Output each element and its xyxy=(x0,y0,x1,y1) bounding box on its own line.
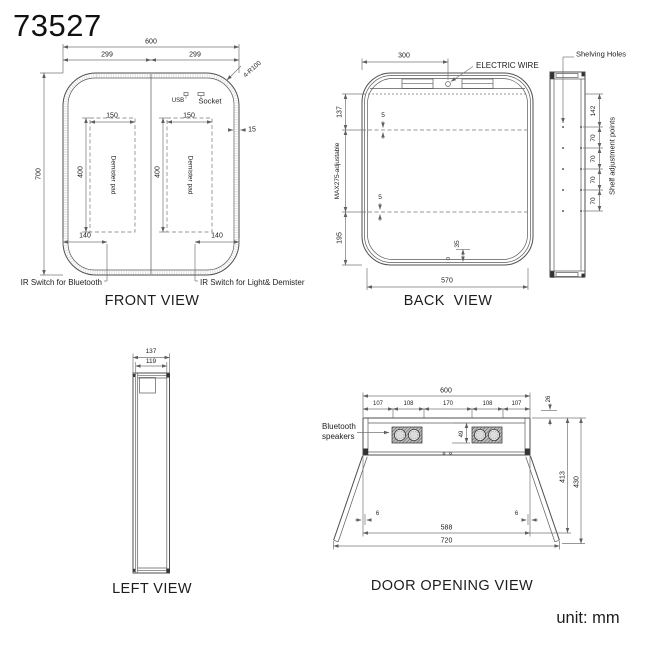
label-bluetooth-speakers: Bluetooth speakers xyxy=(322,422,356,442)
dim-switch-offset-right: 140 xyxy=(211,232,223,240)
drawing-number: 73527 xyxy=(13,8,102,43)
label-demister-pad-left: Demister pad xyxy=(109,155,117,195)
label-usb-port: USB xyxy=(171,98,185,104)
label-socket: Socket xyxy=(198,96,222,106)
label-ir-switch-light: IR Switch for Light& Demister xyxy=(200,278,305,287)
front-view-linework xyxy=(40,44,246,281)
dim-door-width-total: 600 xyxy=(440,387,452,394)
dim-door-opening-width: 588 xyxy=(440,524,453,531)
dim-shelf-spacing-3: 70 xyxy=(589,175,597,184)
dim-back-bottom-section: 195 xyxy=(336,232,344,244)
dim-wire-offset: 300 xyxy=(398,52,410,60)
dim-pad-width-left: 150 xyxy=(106,112,118,120)
dim-shelf-spacing-4: 70 xyxy=(589,196,597,205)
dim-door-gap-left: 6 xyxy=(375,511,380,517)
front-view-title: FRONT VIEW xyxy=(104,292,200,309)
note-corner-radius: 4-R100 xyxy=(242,59,263,80)
label-ir-switch-bluetooth: IR Switch for Bluetooth xyxy=(20,278,102,287)
dim-door-seg-3: 170 xyxy=(442,401,454,407)
dim-depth-outer: 137 xyxy=(145,347,157,355)
dim-speaker-drop: 49 xyxy=(458,430,465,437)
dim-front-frame-width: 15 xyxy=(248,126,256,134)
dim-front-width-total: 600 xyxy=(145,38,157,46)
dim-pad-height-left: 400 xyxy=(77,166,85,178)
back-view-title: BACK VIEW xyxy=(403,292,493,309)
dim-hole-offset: 35 xyxy=(453,240,461,248)
left-view-title: LEFT VIEW xyxy=(112,580,192,597)
dim-door-top-gap: 26 xyxy=(546,395,552,403)
unit-note: unit: mm xyxy=(556,608,620,627)
dim-front-width-left: 299 xyxy=(101,51,113,59)
dim-door-seg-5: 107 xyxy=(511,401,522,407)
label-electric-wire: ELECTRIC WIRE xyxy=(476,61,539,70)
dim-door-seg-2: 108 xyxy=(403,401,414,407)
dim-door-gap-right: 6 xyxy=(514,511,519,517)
dim-shelf-top-spacing: 142 xyxy=(589,105,597,116)
dim-depth-inner: 119 xyxy=(145,357,157,365)
door-opening-view-title: DOOR OPENING VIEW xyxy=(370,577,534,594)
dim-shelf-spacing-1: 70 xyxy=(589,133,597,142)
label-demister-pad-right: Demister pad xyxy=(186,155,194,195)
dim-door-height-inner: 413 xyxy=(559,471,566,483)
dim-back-width-bottom: 570 xyxy=(441,277,453,285)
dim-shelf-thickness-top: 5 xyxy=(381,111,385,119)
label-shelving-holes: Shelving Holes xyxy=(576,49,627,59)
back-view-linework xyxy=(342,59,533,291)
label-shelf-adjustment-points: Shelf adjustment points xyxy=(607,117,617,195)
dim-door-height-outer: 430 xyxy=(573,476,580,488)
dim-shelf-thickness-bottom: 5 xyxy=(378,193,382,201)
dim-pad-height-right: 400 xyxy=(154,166,162,178)
dim-door-total-width: 720 xyxy=(440,537,453,544)
dim-door-seg-1: 107 xyxy=(372,401,384,407)
dim-door-seg-4: 108 xyxy=(482,401,493,407)
door-opening-view-linework xyxy=(334,393,586,550)
dim-front-width-right: 299 xyxy=(189,51,201,59)
dim-shelf-spacing-2: 70 xyxy=(589,154,597,163)
side-profile-linework xyxy=(550,57,603,278)
dim-back-top-section: 137 xyxy=(336,106,344,118)
dim-switch-offset-left: 140 xyxy=(79,232,91,240)
dim-pad-width-right: 150 xyxy=(183,112,195,120)
note-max-adjustable: MAX275-adjustable xyxy=(333,142,341,200)
left-view-linework xyxy=(133,354,170,574)
dim-front-height: 700 xyxy=(35,168,43,180)
